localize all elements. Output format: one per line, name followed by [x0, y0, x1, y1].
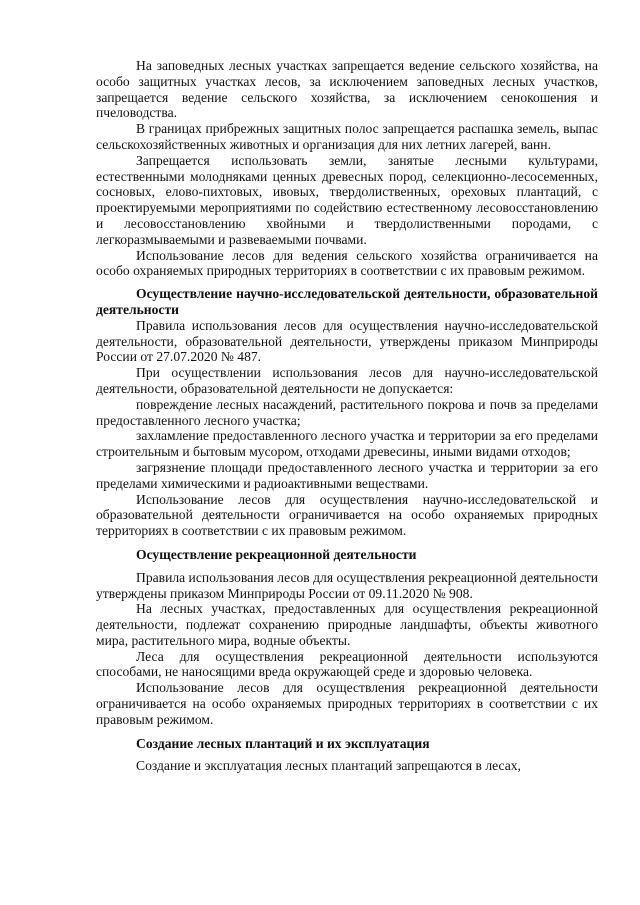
- paragraph-recreation-methods: Леса для осуществления рекреационной деятельности используются способами, не наносящими вреда окружающей среде и здоровью человека.: [96, 648, 598, 680]
- paragraph-research-rules: Правила использования лесов для осуществления научно-исследовательской деятельности, образовательной деятельности, утверждены приказом Минприроды России от 27.07.2020 № 487.: [96, 317, 598, 365]
- paragraph-land-prohibition: Запрещается использовать земли, занятые лесными культурами, естественными молодняками ценных древесных пород, селекционно-лесосеменных, сосновых, елово-пихтовых, ивовых, твердолиственных, ореховых плантаций, с проектируемыми мероприятиями по содействию естественному лесовосстановлению и лесовосстановлению хвойными и твердолиственными породами, с легкоразмываемыми и развеваемыми почвами.: [96, 152, 598, 247]
- list-item-damage: повреждение лесных насаждений, растительного покрова и почв за пределами предоставленного лесного участка;: [96, 396, 598, 428]
- paragraph-research-not-allowed: При осуществлении использования лесов для научно-исследовательской деятельности, образовательной деятельности не допускается:: [96, 365, 598, 396]
- paragraph-agri-reserve: На заповедных лесных участках запрещается ведение сельского хозяйства, на особо защитных участках лесов, за исключением заповедных лесных участков, запрещается ведение сельского хозяйства, за исключением сенокошения и пчеловодства.: [96, 58, 598, 121]
- paragraph-research-limits: Использование лесов для осуществления научно-исследовательской и образовательной деятельности ограничивается на особо охраняемых природных территориях в соответствии с их правовым режимом.: [96, 491, 598, 539]
- paragraph-coastal-strips: В границах прибрежных защитных полос запрещается распашка земель, выпас сельскохозяйственных животных и организация для них летних лагерей, ванн.: [96, 121, 598, 152]
- list-item-littering: захламление предоставленного лесного участка и территории за его пределами строительным и бытовым мусором, отходами древесины, иными видами отходов;: [96, 428, 598, 460]
- paragraph-recreation-limits: Использование лесов для осуществления рекреационной деятельности ограничивается на особо охраняемых природных территориях в соответствии с их правовым режимом.: [96, 680, 598, 727]
- document-page: [96, 58, 598, 774]
- heading-research-education: Осуществление научно-исследовательской деятельности, образовательной деятельности: [96, 286, 598, 317]
- heading-plantations: Создание лесных плантаций и их эксплуатация: [136, 735, 430, 751]
- list-item-pollution: загрязнение площади предоставленного лесного участка и территории за его пределами химическими и радиоактивными веществами.: [96, 459, 598, 491]
- paragraph-recreation-preserve: На лесных участках, предоставленных для осуществления рекреационной деятельности, подлежат сохранению природные ландшафты, объекты животного мира, растительного мира, водные объекты.: [96, 601, 598, 648]
- paragraph-recreation-rules: Правила использования лесов для осуществления рекреационной деятельности утверждены приказом Минприроды России от 09.11.2020 № 908.: [96, 569, 598, 601]
- paragraph-agri-limits: Использование лесов для ведения сельского хозяйства ограничивается на особо охраняемых природных территориях в соответствии с их правовым режимом.: [96, 247, 598, 279]
- paragraph-plantations: Создание и эксплуатация лесных плантаций запрещаются в лесах,: [136, 758, 521, 774]
- heading-recreation: Осуществление рекреационной деятельности: [136, 546, 417, 562]
